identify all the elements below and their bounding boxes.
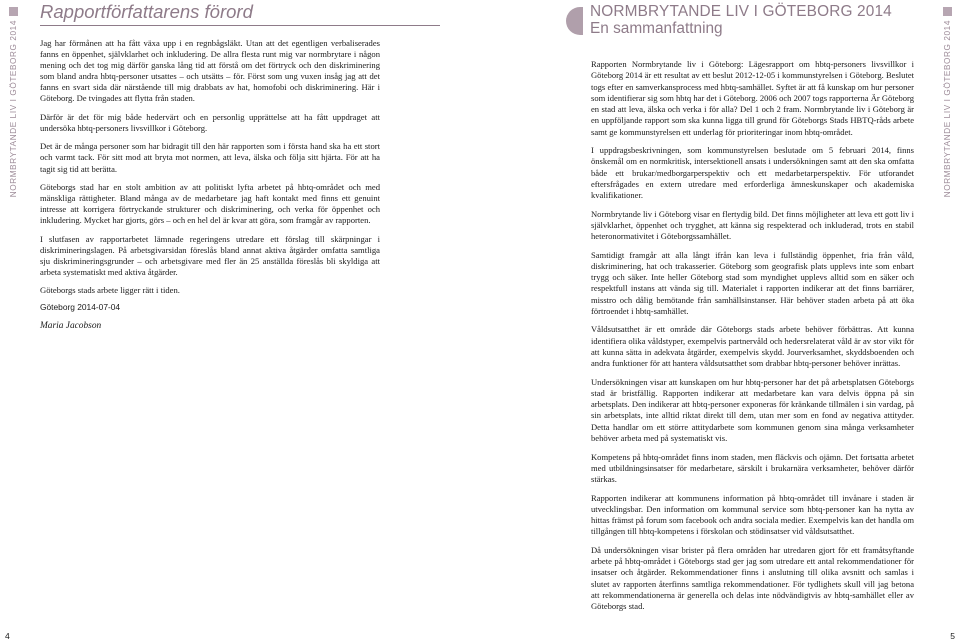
- body-text-right: [591, 59, 914, 620]
- paragraph: Rapporten Normbrytande liv i Göteborg: Lägesrapport om hbtq-personers livsvillkor i Göteborg 2014 är ett resultat av ett beslut 2012-12-05 i kommunstyrelsen i Göteborg. Beslutet togs efter en samverkansprocess med hbtq-samhället. Syftet är att få kunskap om hur personer som identifierar sig som hbtq har det i Göteborg. 2006 och 2007 togs rapporterna Är Göteborg en stad att leva, älska och verka i för alla? Del 1 och 2 fram. Normbrytande liv i Göteborg är en uppföljande rapport som ska kunna ligga till grund för Göteborgs Stads HBTQ-råds arbete samt ge kommunstyrelsen ett underlag för prioriteringar inom hbtq-området.: [591, 59, 914, 137]
- right-page: [480, 0, 960, 640]
- paragraph: Rapporten indikerar att kommunens information på hbtq-området till invånare i staden är utvecklingsbar. Den information om kommunal service som hbtq-personer kan ha nytta av hittas främst på forum som facebook och andra sociala medier. Exempelvis kan det handla om tillgången till hbtq-kompetens i förskolan och stödinsatser vid våldsutsatthet.: [591, 492, 914, 537]
- paragraph: Göteborgs stad har en stolt ambition av att politiskt lyfta arbetet på hbtq-området och med mänskliga rättigheter. Bland många av de medarbetare jag haft kontakt med finns ett genuint intresse att korrigera förtryckande strukturer och diskriminering, och verka för öppenhet och inkludering. Mycket har gjorts, görs – och en hel del är kvar att göra, som framgår av rapporten.: [40, 181, 380, 226]
- paragraph: Göteborgs stads arbete ligger rätt i tiden.: [40, 285, 180, 296]
- sidebar-label-left: NORMBRYTANDE LIV I GÖTEBORG 2014: [8, 20, 18, 198]
- paragraph: I uppdragsbeskrivningen, som kommunstyrelsen beslutade om 5 februari 2014, finns önskemål om en normkritisk, intersektionell ansats i undersökningen samt att den ska omfatta både ett brukar/medborgarperspektiv och ett medarbetarperspektiv. För utforandet eftersfrågades en extern utredare med erforderliga ämneskunskaper och akademiska kvalifikationer.: [591, 145, 914, 201]
- page-number-left: 4: [5, 631, 10, 641]
- paragraph: Kompetens på hbtq-området finns inom staden, men fläckvis och ojämn. Det fortsatta arbetet med utbildningsinsatser för medarbetare, särskilt i brukarnära verksamheter, behöver därför stärkas.: [591, 451, 914, 485]
- page-title-left: Rapportförfattarens förord: [40, 1, 440, 26]
- section-title: En sammanfattning: [590, 20, 723, 38]
- paragraph: Normbrytande liv i Göteborg visar en flertydig bild. Det finns möjligheter att leva ett gott liv i självklarhet, öppenhet och trygghet, att känna sig respekterad och inkluderad, trots en stabil heteronormativitet i Göteborgssamhället.: [591, 208, 914, 242]
- sidebar-label-right: NORMBRYTANDE LIV I GÖTEBORG 2014: [942, 20, 952, 198]
- sidebar-tab-right: [937, 0, 957, 210]
- paragraph: Våldsutsatthet är ett område där Göteborgs stads arbete behöver förbättras. Att kunna identifiera olika våldstyper, exempelvis partnervåld och hedersrelaterat våld är av stor vikt för att kunna sätta in adekvata åtgärder, exempelvis skydd. Jourverksamhet, skyddsboenden och andra funktioner för att hantera våldsutsatthet som drabbar hbtq-personer behöver inrättas.: [591, 324, 914, 369]
- body-text-left: [40, 38, 380, 304]
- paragraph: Jag har förmånen att ha fått växa upp i en regnbågsläkt. Utan att det egentligen verbaliserades fanns en öppenhet, självklarhet och inkludering. De allra flesta runt mig var normbrytare i någon mening och det tog mig därför ganska lång tid att förstå om det förtryck och den diskriminering som bland andra hbtq-personer utsattes – och utsätts – för. Först som ung vuxen insåg jag att det fanns en svart sida där närstående till mig drabbats av hat, homofobi och diskriminering. Här i Göteborg. De tvingades att flytta från staden.: [40, 38, 380, 104]
- report-title: NORMBRYTANDE LIV I GÖTEBORG 2014: [590, 3, 892, 20]
- page-title-right: [590, 3, 892, 37]
- signoff-name: Maria Jacobson: [40, 321, 102, 331]
- signoff-date: Göteborg 2014-07-04: [40, 302, 121, 312]
- sidebar-square-marker: [943, 7, 952, 16]
- sidebar-square-marker: [9, 7, 18, 16]
- paragraph: Samtidigt framgår att alla långt ifrån kan leva i fullständig öppenhet, fria från våld, diskriminering, hat och trakasserier. Göteborg som geografisk plats upplevs inte som enbart trygg och säker. Inte heller Göteborg stad som myndighet upplevs alltid som en säker och respektfull instans att vända sig till. Materialet i rapporten indikerar att det finns barriärer, misstro och dålig bemötande från samhällsinstanser. Här behöver staden arbeta på att öka förtroendet i hbtq-samhället.: [591, 249, 914, 316]
- paragraph: Det är de många personer som har bidragit till den här rapporten som i första hand ska ha ett stort och varmt tack. För sitt mod att bryta mot normen, att leva, älska och följa sitt hjärta. För att ha tagit sig tid att berätta.: [40, 141, 380, 174]
- paragraph: I slutfasen av rapportarbetet lämnade regeringens utredare ett förslag till skärpningar i diskrimineringslagen. På arbetsgivarsidan föreslås bland annat aktiva åtgärder omfatta samtliga sju diskrimineringsgrunder – och arbetsgivare med fler än 25 anställda föreslås bli skyldiga att arbeta systematiskt med aktiva åtgärder.: [40, 233, 380, 277]
- sidebar-tab-left: [3, 0, 23, 210]
- page-number-right: 5: [950, 631, 955, 641]
- paragraph: Då undersökningen visar brister på flera områden har utredaren gjort för ett framåtsyftande arbete på hbtq-området i Göteborgs stad ger jag som utredare ett antal rekommendationer för insatser och åtgärder. Rekommendationer finns i anslutning till olika avsnitt och samlas i slutet av rapporten återfinns samtliga rekommendationer. För tydlighets skull vill jag betona att rekommendationerna är generella och delas inte nödvändigtvis av hbtq-samhället eller av Göteborgs stad.: [591, 544, 914, 612]
- half-circle-decoration: [566, 7, 583, 35]
- paragraph: Undersökningen visar att kunskapen om hur hbtq-personer har det på arbetsplatsen Göteborgs stad är bristfällig. Rapporten indikerar att medarbetare kan vara delvis öppna på sin arbetsplats. Den indikerar att hbtq-personer exponeras för kränkande tillmälen i sin vardag, på sin arbetsplats, inte alltid riktat direkt till dem, utan mer som en fond av negativa attityder. Detta handlar om ett större attitydarbete som kommunen genom sina många verksamheter behöver arbeta med på systematiskt vis.: [591, 376, 914, 443]
- paragraph: Därför är det för mig både hedervärt och en personlig upprättelse att ha fått uppdraget att undersöka hbtq-personers livsvillkor i Göteborg.: [40, 111, 380, 133]
- signoff: [40, 302, 340, 331]
- left-page: [0, 0, 480, 640]
